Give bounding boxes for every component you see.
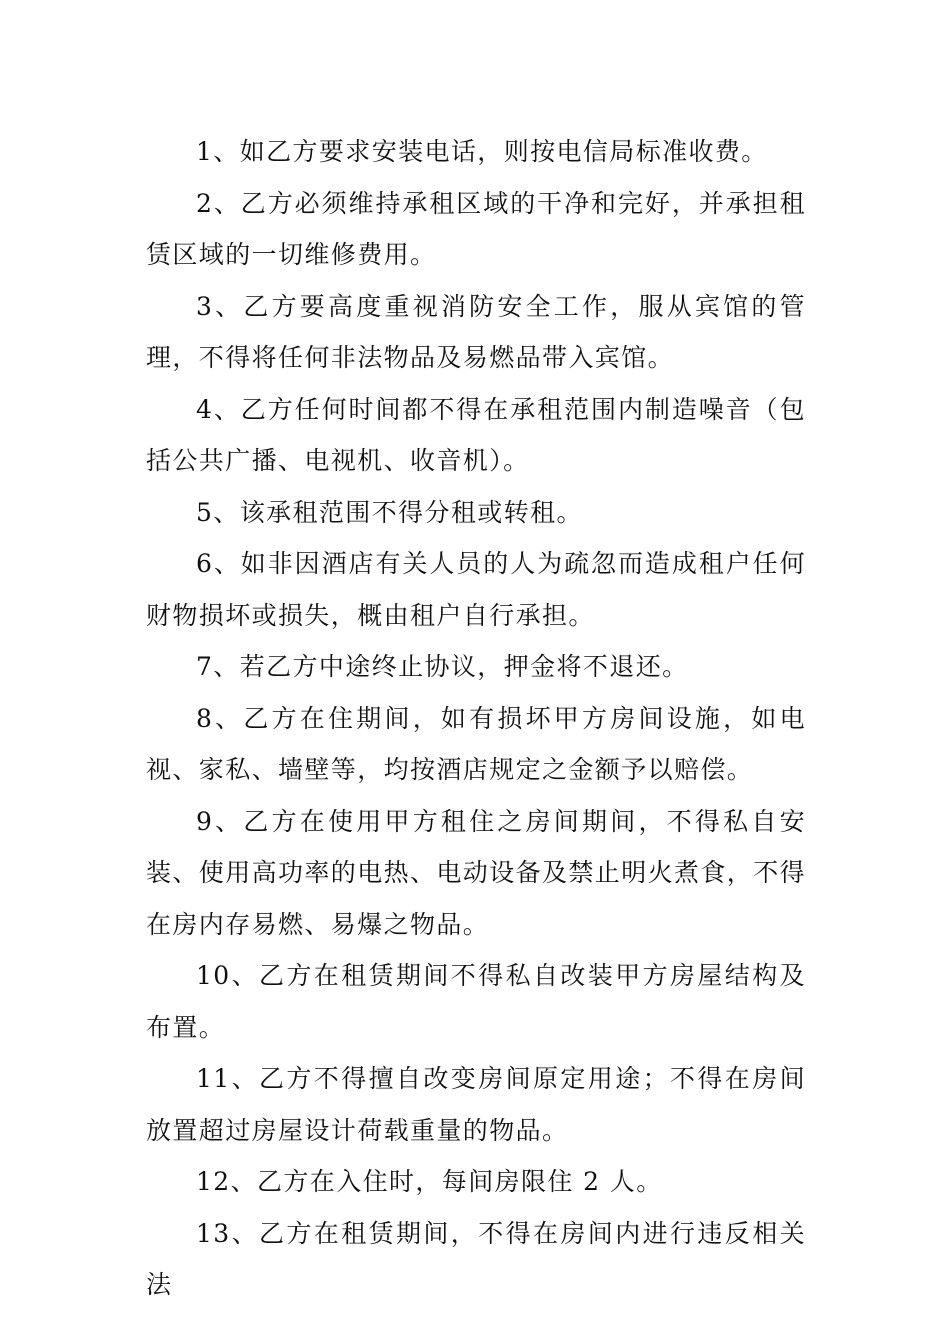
clause-8: 8、乙方在住期间，如有损坏甲方房间设施，如电视、家私、墙壁等，均按酒店规定之金额予以赔偿。: [146, 703, 806, 784]
clause-11: 11、乙方不得擅自改变房间原定用途；不得在房间放置超过房屋设计荷载重量的物品。: [146, 1064, 806, 1145]
clause-7: 7、若乙方中途终止协议，押金将不退还。: [196, 652, 689, 681]
clause-6: 6、如非因酒店有关人员的人为疏忽而造成租户任何财物损坏或损失，概由租户自行承担。: [146, 549, 806, 630]
clause-4: 4、乙方任何时间都不得在承租范围内制造噪音（包括公共广播、电视机、收音机）。: [146, 394, 806, 475]
clause-9: 9、乙方在使用甲方租住之房间期间，不得私自安装、使用高功率的电热、电动设备及禁止明火煮食，不得在房内存易燃、易爆之物品。: [146, 806, 807, 939]
clause-13: 13、乙方在租赁期间，不得在房间内进行违反相关法: [146, 1218, 806, 1299]
clause-10: 10、乙方在租赁期间不得私自改装甲方房屋结构及布置。: [146, 961, 806, 1042]
clause-1: 1、如乙方要求安装电话，则按电信局标准收费。: [196, 137, 768, 166]
clause-3: 3、乙方要高度重视消防安全工作，服从宾馆的管理，不得将任何非法物品及易燃品带入宾馆。: [146, 291, 806, 372]
clause-5: 5、该承租范围不得分租或转租。: [196, 497, 583, 527]
clause-12: 12、乙方在入住时，每间房限住 2 人。: [196, 1167, 663, 1196]
document-body: [146, 126, 806, 1311]
clause-2: 2、乙方必须维持承租区域的干净和完好，并承担租赁区域的一切维修费用。: [146, 188, 806, 269]
